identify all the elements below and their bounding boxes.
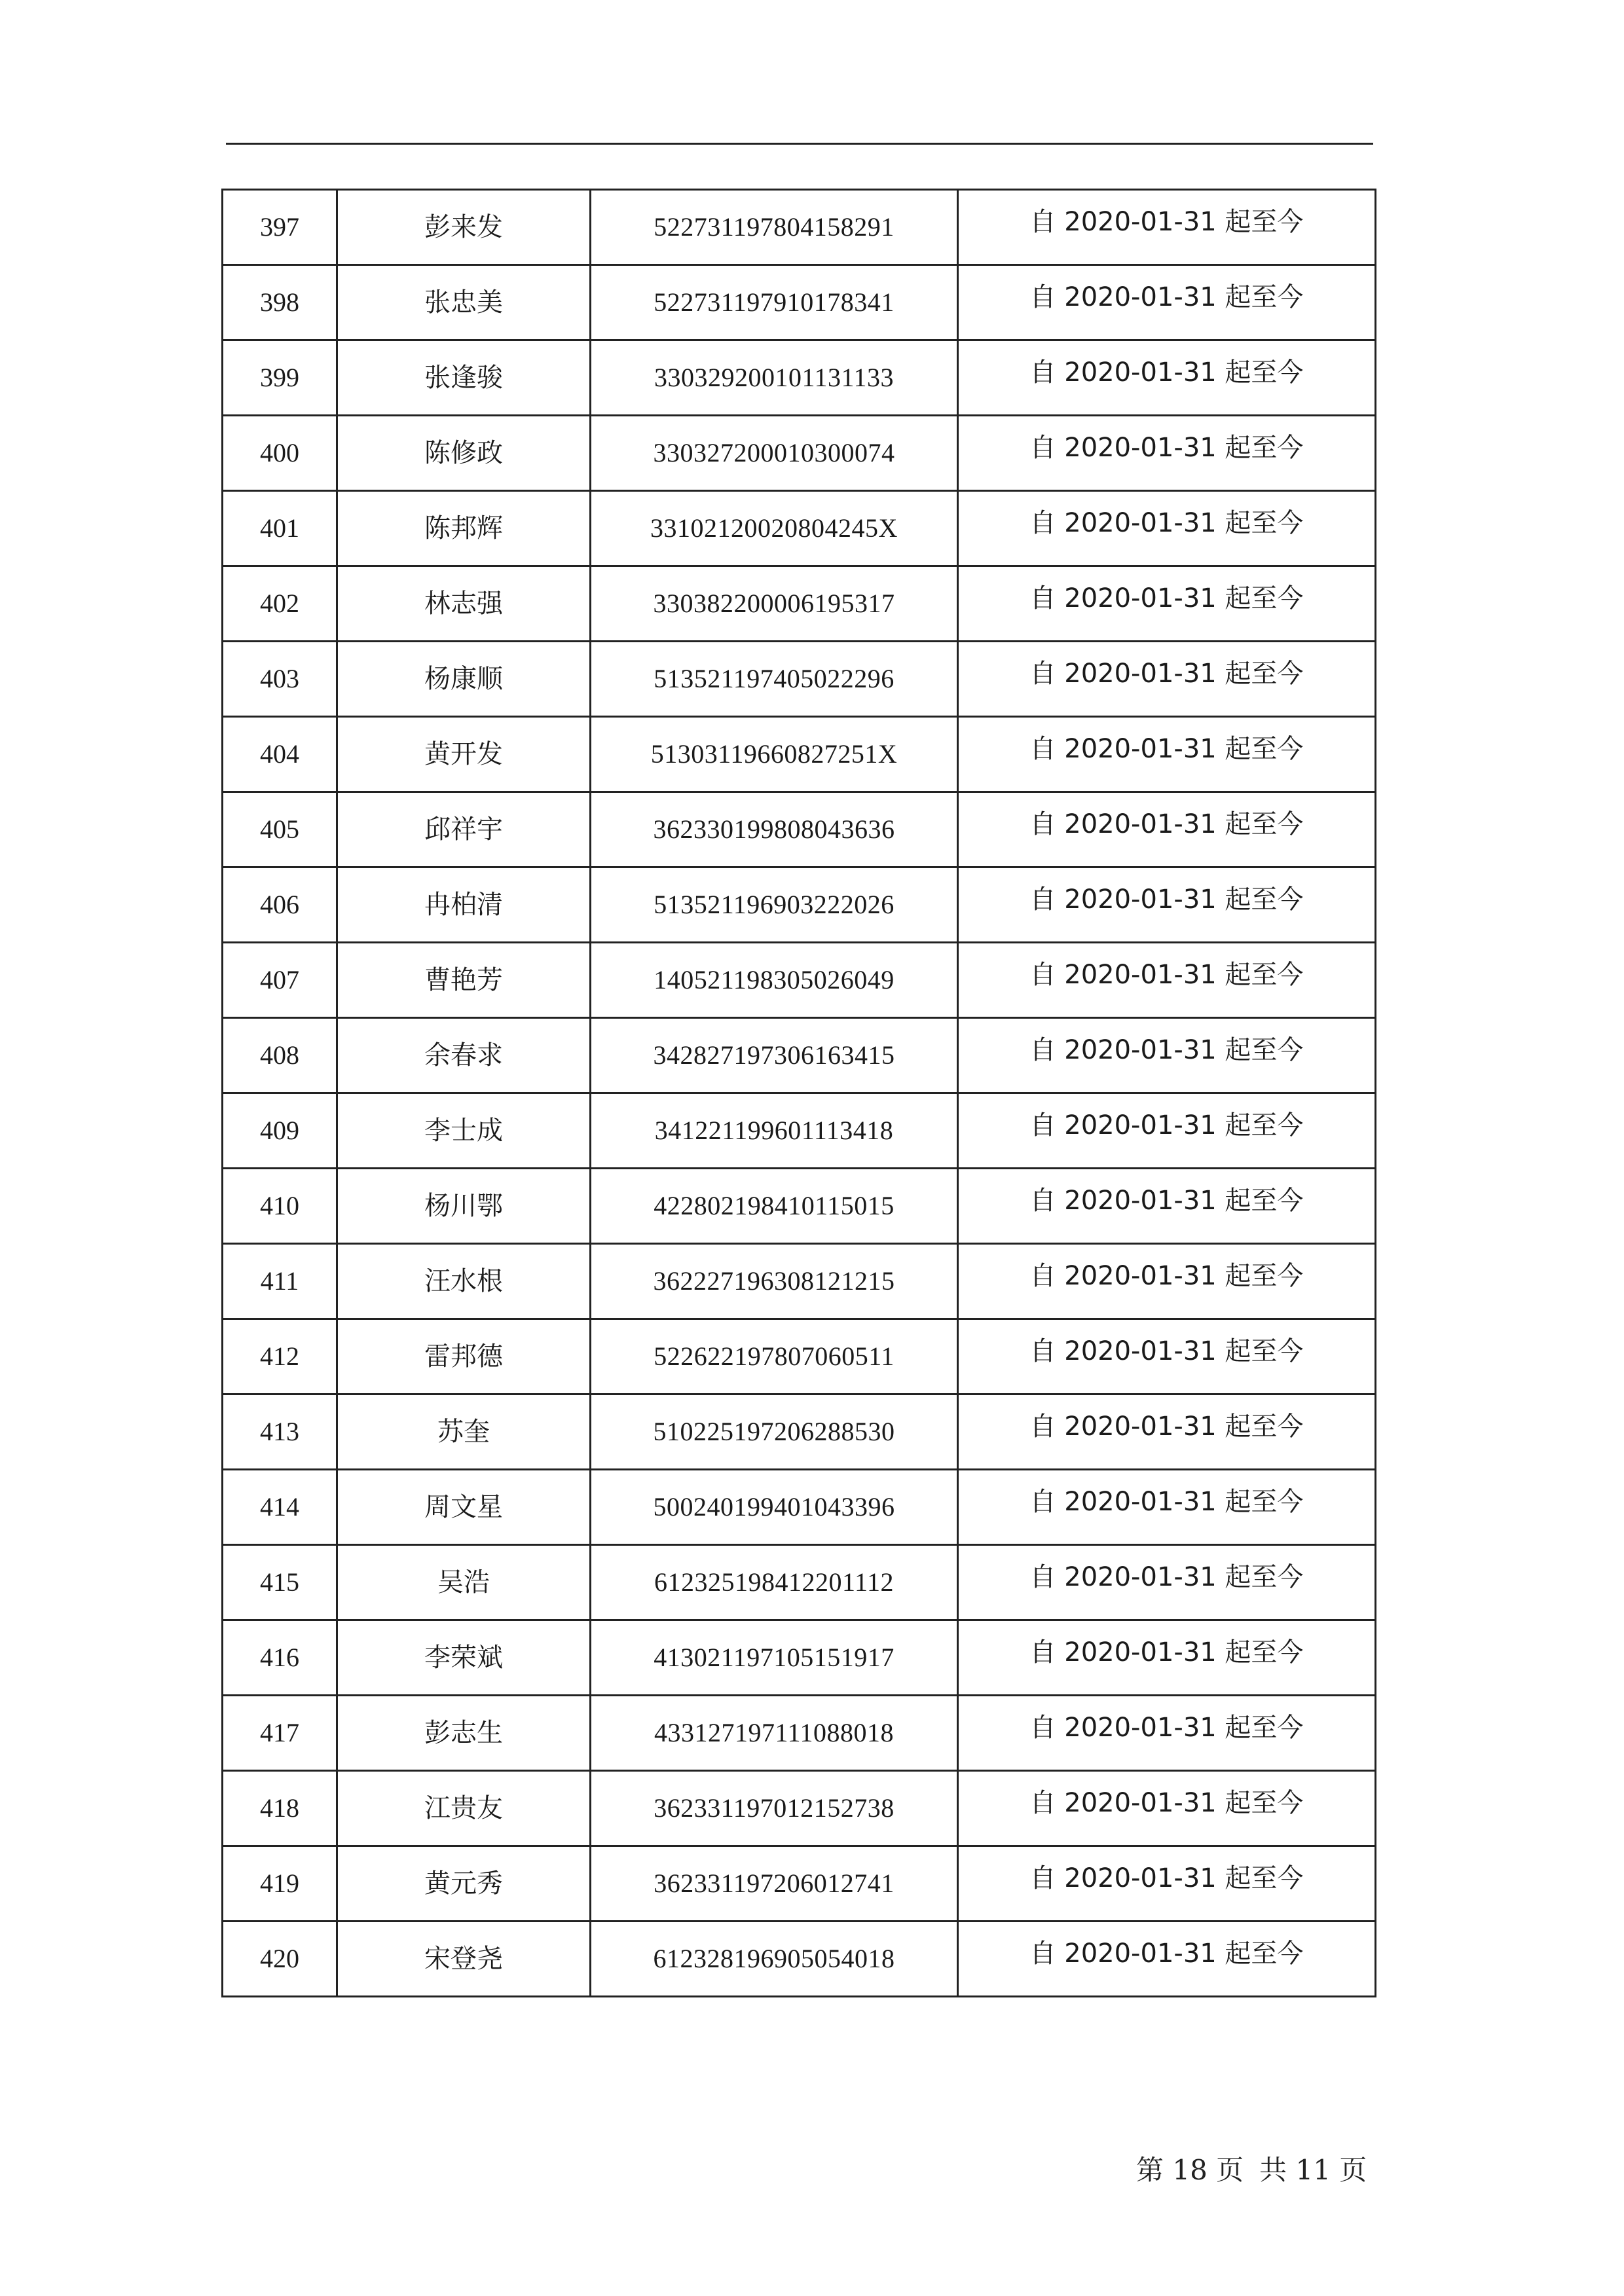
row-number-cell <box>223 1319 337 1394</box>
name-cell <box>337 1093 591 1169</box>
period-cell-text: 自 2020-01-31 起至今 <box>1029 1186 1304 1216</box>
row-number-cell <box>223 1846 337 1922</box>
row-number-cell-text: 409 <box>260 1116 299 1145</box>
period-cell <box>958 1394 1376 1470</box>
row-number-cell <box>223 190 337 265</box>
name-cell <box>337 566 591 642</box>
id-number-cell <box>591 1244 958 1319</box>
period-cell <box>958 566 1376 642</box>
id-number-cell <box>591 1018 958 1093</box>
period-cell <box>958 265 1376 340</box>
row-number-cell <box>223 1244 337 1319</box>
id-number-cell-text: 513521197405022296 <box>654 664 895 693</box>
table-row <box>223 340 1376 416</box>
id-number-cell-text: 362331197206012741 <box>654 1868 895 1898</box>
row-number-cell <box>223 717 337 792</box>
id-number-cell <box>591 1771 958 1846</box>
id-number-cell-text: 362331197012152738 <box>654 1793 895 1823</box>
row-number-cell-text: 412 <box>260 1341 299 1371</box>
row-number-cell-text: 405 <box>260 814 299 844</box>
table-row <box>223 1846 1376 1922</box>
id-number-cell-text: 513521196903222026 <box>654 890 895 919</box>
table-row <box>223 1319 1376 1394</box>
period-cell-text: 自 2020-01-31 起至今 <box>1029 1637 1304 1667</box>
period-cell-text: 自 2020-01-31 起至今 <box>1029 1336 1304 1366</box>
id-number-cell <box>591 1470 958 1545</box>
id-number-cell <box>591 1545 958 1620</box>
id-number-cell <box>591 265 958 340</box>
period-cell <box>958 1771 1376 1846</box>
name-cell-text: 杨康顺 <box>424 664 503 694</box>
row-number-cell-text: 407 <box>260 965 299 994</box>
row-number-cell-text: 397 <box>260 212 299 242</box>
table-row <box>223 1244 1376 1319</box>
id-number-cell-text: 522731197910178341 <box>654 287 895 317</box>
period-cell-text: 自 2020-01-31 起至今 <box>1029 282 1304 312</box>
id-number-cell <box>591 340 958 416</box>
row-number-cell-text: 402 <box>260 589 299 618</box>
id-number-cell-text: 522622197807060511 <box>654 1341 895 1371</box>
table-row <box>223 1470 1376 1545</box>
table-row <box>223 416 1376 491</box>
table-row <box>223 566 1376 642</box>
id-number-cell-text: 341221199601113418 <box>654 1116 894 1145</box>
id-number-cell-text: 362227196308121215 <box>653 1266 895 1296</box>
row-number-cell <box>223 1545 337 1620</box>
id-number-cell <box>591 491 958 566</box>
name-cell <box>337 340 591 416</box>
period-cell-text: 自 2020-01-31 起至今 <box>1029 583 1304 613</box>
row-number-cell-text: 398 <box>260 287 299 317</box>
name-cell-text: 李荣斌 <box>424 1643 503 1673</box>
period-cell-text: 自 2020-01-31 起至今 <box>1029 734 1304 764</box>
period-cell-text: 自 2020-01-31 起至今 <box>1029 1412 1304 1442</box>
id-number-cell <box>591 943 958 1018</box>
period-cell <box>958 867 1376 943</box>
id-number-cell-text: 330327200010300074 <box>653 438 895 467</box>
name-cell-text: 陈邦辉 <box>424 513 503 543</box>
row-number-cell <box>223 1169 337 1244</box>
table-row <box>223 1620 1376 1696</box>
id-number-cell <box>591 416 958 491</box>
roster-table-body <box>223 190 1376 1997</box>
row-number-cell <box>223 566 337 642</box>
id-number-cell <box>591 1169 958 1244</box>
row-number-cell <box>223 1771 337 1846</box>
page-number-current: 第 18 页 <box>1136 2154 1244 2186</box>
period-cell <box>958 1620 1376 1696</box>
id-number-cell-text: 422802198410115015 <box>654 1191 895 1220</box>
name-cell-text: 黄元秀 <box>424 1868 503 1899</box>
name-cell <box>337 1846 591 1922</box>
period-cell <box>958 717 1376 792</box>
name-cell-text: 杨川鄂 <box>424 1191 503 1221</box>
name-cell-text: 黄开发 <box>424 739 503 769</box>
period-cell-text: 自 2020-01-31 起至今 <box>1029 1261 1304 1291</box>
page-footer <box>1136 2149 1367 2188</box>
id-number-cell-text: 330329200101131133 <box>654 363 895 392</box>
name-cell <box>337 1394 591 1470</box>
name-cell <box>337 1922 591 1997</box>
period-cell-text: 自 2020-01-31 起至今 <box>1029 1863 1304 1893</box>
row-number-cell-text: 401 <box>260 513 299 543</box>
id-number-cell-text: 612325198412201112 <box>654 1567 895 1597</box>
name-cell-text: 李士成 <box>424 1116 503 1146</box>
row-number-cell-text: 420 <box>260 1944 299 1973</box>
id-number-cell-text: 433127197111088018 <box>654 1718 895 1747</box>
period-cell <box>958 792 1376 867</box>
header-rule <box>226 143 1373 145</box>
row-number-cell <box>223 1696 337 1771</box>
name-cell-text: 宋登尧 <box>424 1944 503 1974</box>
id-number-cell-text: 612328196905054018 <box>653 1944 895 1973</box>
row-number-cell <box>223 1620 337 1696</box>
id-number-cell-text: 522731197804158291 <box>654 212 895 242</box>
row-number-cell <box>223 416 337 491</box>
row-number-cell <box>223 491 337 566</box>
row-number-cell-text: 400 <box>260 438 299 467</box>
period-cell-text: 自 2020-01-31 起至今 <box>1029 1562 1304 1592</box>
name-cell-text: 汪水根 <box>424 1266 503 1296</box>
id-number-cell <box>591 190 958 265</box>
name-cell-text: 彭志生 <box>424 1718 503 1748</box>
period-cell <box>958 340 1376 416</box>
table-row <box>223 717 1376 792</box>
name-cell-text: 周文星 <box>424 1492 503 1522</box>
period-cell-text: 自 2020-01-31 起至今 <box>1029 207 1304 237</box>
name-cell-text: 陈修政 <box>424 438 503 468</box>
name-cell-text: 冉柏清 <box>424 890 503 920</box>
id-number-cell <box>591 1922 958 1997</box>
id-number-cell-text: 510225197206288530 <box>653 1417 895 1446</box>
period-cell-text: 自 2020-01-31 起至今 <box>1029 357 1304 388</box>
name-cell-text: 曹艳芳 <box>424 965 503 995</box>
period-cell <box>958 190 1376 265</box>
period-cell-text: 自 2020-01-31 起至今 <box>1029 884 1304 915</box>
row-number-cell-text: 417 <box>260 1718 299 1747</box>
id-number-cell-text: 500240199401043396 <box>653 1492 895 1522</box>
period-cell <box>958 943 1376 1018</box>
table-row <box>223 265 1376 340</box>
table-row <box>223 1545 1376 1620</box>
name-cell <box>337 1620 591 1696</box>
table-row <box>223 190 1376 265</box>
name-cell-text: 彭来发 <box>424 212 503 242</box>
period-cell-text: 自 2020-01-31 起至今 <box>1029 1035 1304 1065</box>
roster-table <box>221 189 1376 1997</box>
id-number-cell <box>591 792 958 867</box>
id-number-cell-text: 51303119660827251X <box>650 739 898 769</box>
row-number-cell-text: 411 <box>260 1266 299 1296</box>
period-cell-text: 自 2020-01-31 起至今 <box>1029 433 1304 463</box>
period-cell <box>958 1093 1376 1169</box>
row-number-cell-text: 408 <box>260 1040 299 1070</box>
period-cell <box>958 416 1376 491</box>
row-number-cell-text: 416 <box>260 1643 299 1672</box>
name-cell-text: 张逢骏 <box>424 363 503 393</box>
row-number-cell <box>223 792 337 867</box>
period-cell <box>958 1244 1376 1319</box>
id-number-cell <box>591 1846 958 1922</box>
name-cell-text: 江贵友 <box>424 1793 503 1823</box>
id-number-cell-text: 140521198305026049 <box>654 965 895 994</box>
name-cell-text: 苏奎 <box>437 1417 490 1447</box>
period-cell <box>958 491 1376 566</box>
id-number-cell <box>591 566 958 642</box>
period-cell-text: 自 2020-01-31 起至今 <box>1029 809 1304 839</box>
name-cell-text: 雷邦德 <box>424 1341 503 1372</box>
name-cell <box>337 265 591 340</box>
id-number-cell-text: 362330199808043636 <box>653 814 895 844</box>
name-cell-text: 吴浩 <box>437 1567 490 1597</box>
name-cell <box>337 717 591 792</box>
table-row <box>223 1169 1376 1244</box>
period-cell <box>958 1470 1376 1545</box>
period-cell <box>958 1922 1376 1997</box>
name-cell-text: 邱祥宇 <box>424 814 503 845</box>
row-number-cell <box>223 1394 337 1470</box>
row-number-cell <box>223 1093 337 1169</box>
period-cell <box>958 642 1376 717</box>
id-number-cell <box>591 642 958 717</box>
row-number-cell <box>223 943 337 1018</box>
row-number-cell-text: 403 <box>260 664 299 693</box>
name-cell <box>337 943 591 1018</box>
row-number-cell-text: 413 <box>260 1417 299 1446</box>
table-row <box>223 1771 1376 1846</box>
name-cell <box>337 190 591 265</box>
table-row <box>223 1394 1376 1470</box>
table-row <box>223 491 1376 566</box>
id-number-cell <box>591 1620 958 1696</box>
id-number-cell <box>591 717 958 792</box>
table-row <box>223 1696 1376 1771</box>
id-number-cell <box>591 1319 958 1394</box>
period-cell-text: 自 2020-01-31 起至今 <box>1029 1788 1304 1818</box>
row-number-cell-text: 414 <box>260 1492 299 1522</box>
row-number-cell-text: 419 <box>260 1868 299 1898</box>
row-number-cell-text: 415 <box>260 1567 299 1597</box>
name-cell-text: 林志强 <box>424 589 503 619</box>
period-cell-text: 自 2020-01-31 起至今 <box>1029 1939 1304 1969</box>
name-cell <box>337 1545 591 1620</box>
row-number-cell <box>223 642 337 717</box>
name-cell <box>337 1696 591 1771</box>
name-cell <box>337 642 591 717</box>
period-cell <box>958 1545 1376 1620</box>
table-row <box>223 943 1376 1018</box>
name-cell <box>337 1169 591 1244</box>
row-number-cell <box>223 1018 337 1093</box>
period-cell <box>958 1846 1376 1922</box>
row-number-cell-text: 418 <box>260 1793 299 1823</box>
period-cell <box>958 1169 1376 1244</box>
table-row <box>223 867 1376 943</box>
name-cell-text: 余春求 <box>424 1040 503 1070</box>
table-row <box>223 1093 1376 1169</box>
name-cell <box>337 491 591 566</box>
name-cell <box>337 1771 591 1846</box>
name-cell <box>337 867 591 943</box>
row-number-cell <box>223 1922 337 1997</box>
id-number-cell <box>591 867 958 943</box>
row-number-cell-text: 399 <box>260 363 299 392</box>
row-number-cell <box>223 340 337 416</box>
period-cell-text: 自 2020-01-31 起至今 <box>1029 1110 1304 1140</box>
id-number-cell <box>591 1093 958 1169</box>
row-number-cell <box>223 265 337 340</box>
period-cell <box>958 1018 1376 1093</box>
period-cell <box>958 1319 1376 1394</box>
id-number-cell-text: 342827197306163415 <box>653 1040 895 1070</box>
row-number-cell-text: 404 <box>260 739 299 769</box>
name-cell-text: 张忠美 <box>424 287 503 318</box>
id-number-cell-text: 330382200006195317 <box>653 589 895 618</box>
period-cell-text: 自 2020-01-31 起至今 <box>1029 960 1304 990</box>
name-cell <box>337 1319 591 1394</box>
period-cell-text: 自 2020-01-31 起至今 <box>1029 508 1304 538</box>
table-row <box>223 642 1376 717</box>
row-number-cell <box>223 1470 337 1545</box>
table-row <box>223 792 1376 867</box>
id-number-cell <box>591 1696 958 1771</box>
row-number-cell-text: 406 <box>260 890 299 919</box>
name-cell <box>337 1244 591 1319</box>
page-number-total: 共 11 页 <box>1259 2154 1367 2186</box>
id-number-cell-text: 413021197105151917 <box>654 1643 895 1672</box>
period-cell-text: 自 2020-01-31 起至今 <box>1029 1713 1304 1743</box>
id-number-cell-text: 33102120020804245X <box>650 513 898 543</box>
name-cell <box>337 1470 591 1545</box>
table-row <box>223 1018 1376 1093</box>
table-row <box>223 1922 1376 1997</box>
row-number-cell <box>223 867 337 943</box>
row-number-cell-text: 410 <box>260 1191 299 1220</box>
id-number-cell <box>591 1394 958 1470</box>
name-cell <box>337 1018 591 1093</box>
name-cell <box>337 792 591 867</box>
period-cell-text: 自 2020-01-31 起至今 <box>1029 659 1304 689</box>
period-cell-text: 自 2020-01-31 起至今 <box>1029 1487 1304 1517</box>
name-cell <box>337 416 591 491</box>
period-cell <box>958 1696 1376 1771</box>
